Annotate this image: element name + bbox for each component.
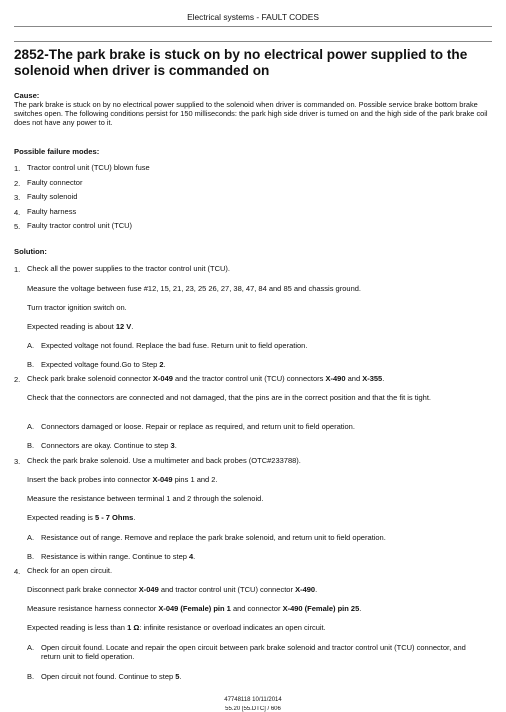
- list-item: Faulty tractor control unit (TCU): [27, 221, 133, 230]
- list-number: 2.: [14, 179, 21, 188]
- failure-modes-heading: Possible failure modes:: [14, 147, 100, 156]
- option-letter: A.: [27, 643, 35, 652]
- step-text: Check the park brake solenoid. Use a multimeter and back probes (OTC#233788).: [27, 456, 301, 465]
- page-title: 2852-The park brake is stuck on by no electrical power supplied to the solenoid when driver is commanded on: [14, 47, 468, 78]
- option-a: Connectors damaged or loose. Repair or replace as required, and return unit to field operation.: [41, 422, 355, 431]
- page-footer: 47748118 10/11/2014: [224, 697, 282, 703]
- option-a: Expected voltage not found. Replace the bad fuse. Return unit to field operation.: [41, 341, 308, 350]
- expected-reading: Expected reading is 5 - 7 Ohms.: [27, 513, 136, 522]
- option-b: Open circuit not found. Continue to step 5.: [41, 672, 182, 681]
- list-item: Faulty harness: [27, 207, 77, 216]
- list-number: 3.: [14, 193, 21, 202]
- expected-reading: Expected reading is about 12 V.: [27, 322, 134, 331]
- list-number: 5.: [14, 222, 21, 231]
- page-number: 55.20 [55.DTC] / 606: [225, 706, 281, 712]
- option-b: Expected voltage found.Go to Step 2.: [41, 360, 166, 369]
- solution-heading: Solution:: [14, 247, 47, 256]
- option-b: Connectors are okay. Continue to step 3.: [41, 441, 177, 450]
- cause-text: The park brake is stuck on by no electrical power supplied to the solenoid when driver is commanded on. Possible service brake bottom brake switches open. The following conditions persist for 150 milliseconds: the park high side driver is turned on and the high side of the park brake coil does not have any power to it.: [14, 100, 488, 127]
- step-instruction: Insert the back probes into connector X-049 pins 1 and 2.: [27, 475, 218, 484]
- page-header: Electrical systems - FAULT CODES: [187, 12, 319, 22]
- step-instruction: Turn tractor ignition switch on.: [27, 303, 127, 312]
- step-number: 2.: [14, 375, 21, 384]
- option-letter: B.: [27, 552, 35, 561]
- header-divider: [14, 26, 492, 27]
- option-a: Resistance out of range. Remove and replace the park brake solenoid, and return unit to field operation.: [41, 533, 386, 542]
- step-text: Check for an open circuit.: [27, 566, 113, 575]
- step-text: Check park brake solenoid connector X-049 and the tractor control unit (TCU) connectors X-490 and X-355.: [27, 374, 385, 383]
- title-divider: [14, 41, 492, 42]
- step-instruction: Disconnect park brake connector X-049 and tractor control unit (TCU) connector X-490.: [27, 585, 318, 594]
- option-letter: B.: [27, 360, 35, 369]
- list-item: Tractor control unit (TCU) blown fuse: [27, 163, 150, 172]
- step-instruction: Measure the voltage between fuse #12, 15, 21, 23, 25 26, 27, 38, 47, 84 and 85 and chassis ground.: [27, 284, 361, 293]
- option-b: Resistance is within range. Continue to step 4.: [41, 552, 196, 561]
- cause-heading: Cause:: [14, 91, 40, 100]
- option-letter: A.: [27, 422, 35, 431]
- list-item: Faulty solenoid: [27, 192, 78, 201]
- step-number: 4.: [14, 567, 21, 576]
- list-number: 4.: [14, 208, 21, 217]
- step-number: 1.: [14, 265, 21, 274]
- option-letter: B.: [27, 441, 35, 450]
- step-instruction: Measure the resistance between terminal 1 and 2 through the solenoid.: [27, 494, 264, 503]
- option-letter: B.: [27, 672, 35, 681]
- expected-reading: Expected reading is less than 1 Ω: infinite resistance or overload indicates an open circuit.: [27, 623, 326, 632]
- step-number: 3.: [14, 457, 21, 466]
- option-letter: A.: [27, 341, 35, 350]
- list-item: Faulty connector: [27, 178, 83, 187]
- option-letter: A.: [27, 533, 35, 542]
- list-number: 1.: [14, 164, 21, 173]
- step-text: Check all the power supplies to the tractor control unit (TCU).: [27, 264, 231, 273]
- step-instruction: Measure resistance harness connector X-049 (Female) pin 1 and connector X-490 (Female) pin 25.: [27, 604, 362, 613]
- option-a: Open circuit found. Locate and repair the open circuit between park brake solenoid and tractor control unit (TCU) connector, and return unit to field operation.: [41, 643, 466, 662]
- step-instruction: Check that the connectors are connected and not damaged, that the pins are in the correct position and that the fit is tight.: [27, 393, 432, 402]
